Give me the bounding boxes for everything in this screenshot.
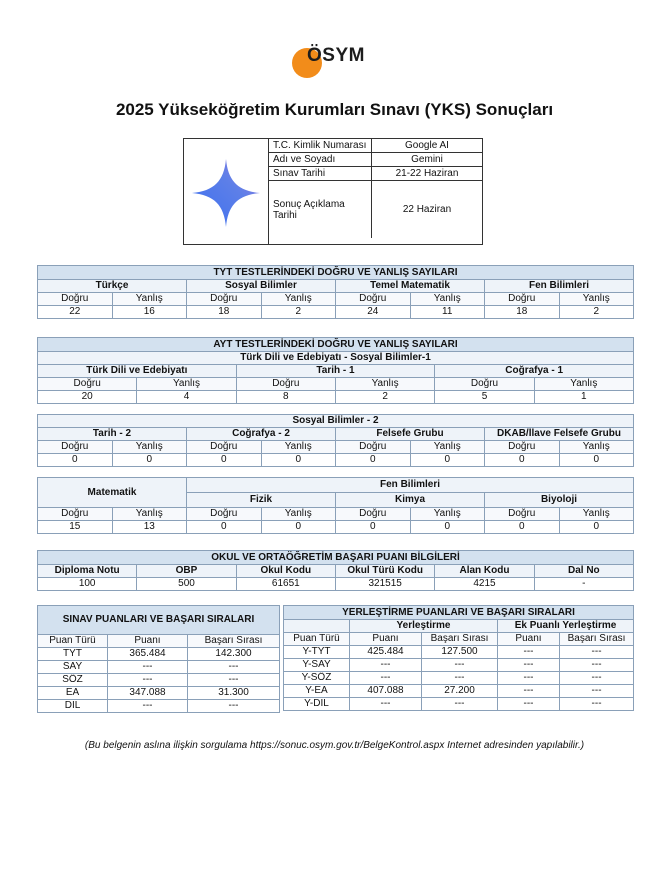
table-row (284, 672, 634, 685)
tyt-table (37, 265, 634, 319)
osym-logo-text: ÖSYM (307, 45, 365, 66)
obp-table (37, 550, 634, 591)
obp-header: Okul Türü Kodu (335, 565, 434, 578)
correct-label: Doğru (336, 293, 411, 306)
extra-value: --- (498, 698, 560, 711)
identity-label: T.C. Kimlik Numarası (269, 139, 372, 152)
identity-row (269, 139, 482, 153)
ayt-subject: Coğrafya - 2 (187, 428, 336, 441)
score-type: TYT (38, 648, 108, 661)
obp-header: OBP (137, 565, 236, 578)
table-row (38, 661, 280, 674)
wrong-label: Yanlış (335, 378, 434, 391)
placement-type: Y-SÖZ (284, 672, 350, 685)
placement-type: Y-DİL (284, 698, 350, 711)
table-row (38, 700, 280, 713)
obp-value: 500 (137, 578, 236, 591)
tyt-subject: Türkçe (38, 280, 187, 293)
ayt-subject: Tarih - 1 (236, 365, 435, 378)
placement-header: Başarı Sırası (422, 633, 498, 646)
placement-value: 407.088 (350, 685, 422, 698)
page-title: 2025 Yükseköğretim Kurumları Sınavı (YKS) Sonuçları (115, 100, 554, 119)
extra-value: --- (498, 659, 560, 672)
extra-value: --- (498, 672, 560, 685)
verification-footnote: (Bu belgenin aslına ilişkin sorgulama https://sonuc.osym.gov.tr/BelgeKontrol.aspx Internet adresinden yapılabilir.) (84, 740, 585, 751)
wrong-count: 0 (261, 521, 336, 534)
tyt-subject: Fen Bilimleri (485, 280, 634, 293)
correct-label: Doğru (187, 441, 262, 454)
extra-rank: --- (560, 646, 634, 659)
wrong-label: Yanlış (261, 441, 336, 454)
score-value: 347.088 (108, 687, 188, 700)
score-type: EA (38, 687, 108, 700)
correct-label: Doğru (38, 293, 113, 306)
correct-count: 0 (485, 454, 560, 467)
placement-value: 425.484 (350, 646, 422, 659)
placement-title: YERLEŞTİRME PUANLARI VE BAŞARI SIRALARI (284, 606, 634, 620)
ayt-science-title: Fen Bilimleri (187, 478, 634, 493)
wrong-count: 2 (335, 391, 434, 404)
wrong-label: Yanlış (410, 441, 485, 454)
wrong-label: Yanlış (112, 441, 187, 454)
obp-title: OKUL VE ORTAÖĞRETİM BAŞARI PUANI BİLGİLERİ (38, 551, 634, 565)
placement-type: Y-SAY (284, 659, 350, 672)
wrong-label: Yanlış (410, 508, 485, 521)
avatar-cell (184, 139, 269, 244)
wrong-count: 0 (410, 454, 485, 467)
tyt-subject: Sosyal Bilimler (187, 280, 336, 293)
tyt-title: TYT TESTLERİNDEKİ DOĞRU VE YANLIŞ SAYILARI (38, 266, 634, 280)
score-value: --- (108, 661, 188, 674)
correct-count: 0 (38, 454, 113, 467)
wrong-count: 11 (410, 306, 485, 319)
identity-row (269, 167, 482, 181)
correct-count: 20 (38, 391, 137, 404)
correct-label: Doğru (38, 508, 113, 521)
ayt-math-title: Matematik (38, 478, 187, 508)
identity-value: Gemini (411, 154, 443, 165)
obp-value: - (534, 578, 633, 591)
ayt-table-group2 (37, 414, 634, 467)
score-type: SÖZ (38, 674, 108, 687)
score-type: DİL (38, 700, 108, 713)
placement-rank: 27.200 (422, 685, 498, 698)
identity-value: Google AI (405, 140, 449, 151)
correct-count: 0 (336, 454, 411, 467)
obp-header: Okul Kodu (236, 565, 335, 578)
wrong-count: 0 (261, 454, 336, 467)
correct-count: 24 (336, 306, 411, 319)
score-rank: --- (188, 674, 280, 687)
correct-count: 5 (435, 391, 534, 404)
correct-label: Doğru (485, 441, 560, 454)
osym-logo (292, 42, 402, 82)
ayt-subject: Türk Dili ve Edebiyatı (38, 365, 237, 378)
correct-label: Doğru (485, 293, 560, 306)
placement-type: Y-TYT (284, 646, 350, 659)
obp-header: Dal No (534, 565, 633, 578)
placement-rank: --- (422, 698, 498, 711)
identity-value: 22 Haziran (402, 204, 452, 215)
obp-value: 321515 (335, 578, 434, 591)
extra-rank: --- (560, 659, 634, 672)
wrong-label: Yanlış (261, 508, 336, 521)
wrong-label: Yanlış (534, 378, 633, 391)
correct-count: 8 (236, 391, 335, 404)
wrong-count: 16 (112, 306, 187, 319)
identity-box (183, 138, 483, 245)
scores-header: Başarı Sırası (188, 635, 280, 648)
identity-rows (269, 139, 482, 238)
score-rank: 31.300 (188, 687, 280, 700)
correct-count: 18 (485, 306, 560, 319)
wrong-count: 0 (112, 454, 187, 467)
placement-rank: --- (422, 672, 498, 685)
extra-value: --- (498, 646, 560, 659)
ayt-subject: Felsefe Grubu (336, 428, 485, 441)
table-row (284, 685, 634, 698)
obp-value: 61651 (236, 578, 335, 591)
extra-value: --- (498, 685, 560, 698)
extra-rank: --- (560, 672, 634, 685)
score-value: --- (108, 674, 188, 687)
placement-header: Puan Türü (284, 633, 350, 646)
correct-label: Doğru (187, 293, 262, 306)
wrong-count: 0 (559, 521, 634, 534)
obp-value: 100 (38, 578, 137, 591)
correct-label: Doğru (38, 378, 137, 391)
obp-value: 4215 (435, 578, 534, 591)
extra-rank: --- (560, 698, 634, 711)
correct-label: Doğru (336, 508, 411, 521)
correct-count: 15 (38, 521, 113, 534)
score-rank: --- (188, 661, 280, 674)
wrong-label: Yanlış (112, 293, 187, 306)
wrong-label: Yanlış (137, 378, 236, 391)
wrong-count: 2 (559, 306, 634, 319)
ayt-subject: Tarih - 2 (38, 428, 187, 441)
identity-value: 21-22 Haziran (395, 168, 459, 179)
wrong-label: Yanlış (559, 293, 634, 306)
identity-label: Adı ve Soyadı (269, 153, 372, 166)
placement-value: --- (350, 659, 422, 672)
obp-header: Diploma Notu (38, 565, 137, 578)
wrong-label: Yanlış (112, 508, 187, 521)
correct-label: Doğru (38, 441, 113, 454)
correct-label: Doğru (187, 508, 262, 521)
ayt-group1-title: Türk Dili ve Edebiyatı - Sosyal Bilimler-1 (38, 352, 634, 365)
wrong-count: 0 (410, 521, 485, 534)
tyt-subject: Temel Matematik (336, 280, 485, 293)
table-row (284, 659, 634, 672)
gemini-star-icon (192, 159, 260, 227)
correct-label: Doğru (485, 508, 560, 521)
placement-sub1: Yerleştirme (350, 620, 498, 633)
placement-type: Y-EA (284, 685, 350, 698)
placement-value: --- (350, 672, 422, 685)
table-row (38, 648, 280, 661)
identity-label: Sınav Tarihi (269, 167, 372, 180)
wrong-count: 4 (137, 391, 236, 404)
extra-rank: --- (560, 685, 634, 698)
placement-rank: --- (422, 659, 498, 672)
placement-header: Puanı (498, 633, 560, 646)
identity-row (269, 181, 482, 238)
identity-label: Sonuç Açıklama Tarihi (269, 181, 372, 238)
identity-row (269, 153, 482, 167)
ayt-subject: Kimya (336, 493, 485, 508)
obp-header: Alan Kodu (435, 565, 534, 578)
ayt-group2-title: Sosyal Bilimler - 2 (38, 415, 634, 428)
table-row (38, 687, 280, 700)
correct-label: Doğru (236, 378, 335, 391)
exam-scores-table (37, 605, 280, 713)
ayt-subject: DKAB/İlave Felsefe Grubu (485, 428, 634, 441)
score-type: SAY (38, 661, 108, 674)
placement-scores-table (283, 605, 634, 711)
placement-blank (284, 620, 350, 633)
table-row (284, 646, 634, 659)
correct-count: 0 (187, 454, 262, 467)
correct-count: 18 (187, 306, 262, 319)
ayt-subject: Biyoloji (485, 493, 634, 508)
wrong-count: 1 (534, 391, 633, 404)
score-value: --- (108, 700, 188, 713)
placement-value: --- (350, 698, 422, 711)
score-value: 365.484 (108, 648, 188, 661)
ayt-title: AYT TESTLERİNDEKİ DOĞRU VE YANLIŞ SAYILARI (38, 338, 634, 352)
exam-scores-title: SINAV PUANLARI VE BAŞARI SIRALARI (38, 606, 280, 635)
wrong-label: Yanlış (559, 441, 634, 454)
placement-header: Başarı Sırası (560, 633, 634, 646)
wrong-count: 2 (261, 306, 336, 319)
placement-sub2: Ek Puanlı Yerleştirme (498, 620, 634, 633)
ayt-table-math-science (37, 477, 634, 534)
scores-header: Puanı (108, 635, 188, 648)
correct-count: 0 (485, 521, 560, 534)
ayt-subject: Fizik (187, 493, 336, 508)
placement-rank: 127.500 (422, 646, 498, 659)
correct-label: Doğru (435, 378, 534, 391)
score-rank: --- (188, 700, 280, 713)
scores-header: Puan Türü (38, 635, 108, 648)
ayt-subject: Coğrafya - 1 (435, 365, 634, 378)
wrong-count: 0 (559, 454, 634, 467)
correct-count: 0 (336, 521, 411, 534)
wrong-count: 13 (112, 521, 187, 534)
table-row (284, 698, 634, 711)
wrong-label: Yanlış (261, 293, 336, 306)
placement-header: Puanı (350, 633, 422, 646)
correct-label: Doğru (336, 441, 411, 454)
wrong-label: Yanlış (559, 508, 634, 521)
score-rank: 142.300 (188, 648, 280, 661)
wrong-label: Yanlış (410, 293, 485, 306)
ayt-table-group1 (37, 337, 634, 404)
table-row (38, 674, 280, 687)
correct-count: 0 (187, 521, 262, 534)
correct-count: 22 (38, 306, 113, 319)
